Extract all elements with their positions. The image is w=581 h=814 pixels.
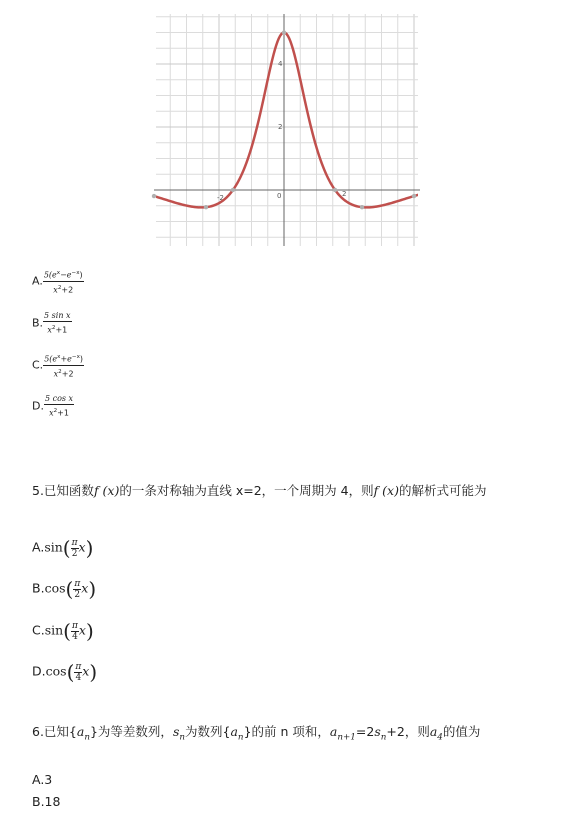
fraction (43, 311, 72, 336)
q5-option-b[interactable] (32, 577, 96, 601)
right-paren: ) (88, 577, 97, 601)
exponent: 2 (57, 284, 62, 291)
fraction (43, 268, 84, 295)
numerator-end: ) (79, 354, 84, 364)
denominator: x (47, 325, 52, 335)
option-label: B. (32, 316, 44, 330)
numerator: π (75, 661, 82, 672)
function-curve (150, 33, 419, 208)
subscript: n (380, 732, 387, 743)
exponent: x (56, 270, 61, 276)
option-label: A. (32, 539, 45, 555)
subscript: 4 (437, 732, 443, 743)
option-label: B. (32, 580, 45, 596)
variable: x (78, 622, 86, 638)
exponent: 2 (51, 325, 56, 331)
numerator-mid: +e (60, 354, 72, 364)
numerator: 5(e (43, 270, 57, 280)
stem-text: 5.已知函数 (32, 483, 94, 498)
subscript: n (237, 732, 244, 743)
curve-point (412, 194, 416, 198)
right-paren: ) (85, 536, 94, 560)
stem-text: 的一条对称轴为直线 x=2，一个周期为 4，则 (119, 483, 374, 498)
stem-text: 的值为 (442, 724, 481, 739)
numerator: 5 sin x (44, 311, 71, 320)
tick-label-y-2: 2 (278, 123, 283, 131)
q4-option-a[interactable] (32, 268, 84, 295)
q6-option-a[interactable] (32, 772, 52, 787)
fraction (43, 352, 84, 379)
fraction (44, 394, 74, 419)
curve-point (204, 205, 208, 209)
variable: x (82, 663, 90, 679)
exponent: 2 (58, 368, 62, 375)
math-a: a (230, 724, 238, 739)
math-fx: f (x) (373, 483, 399, 498)
option-text: A.3 (32, 772, 53, 787)
option-label: D. (32, 663, 46, 679)
numerator: π (71, 537, 78, 548)
left-paren: ( (63, 619, 71, 643)
numerator: π (74, 578, 81, 589)
question-6-stem (32, 722, 480, 743)
math-a: a (429, 724, 438, 739)
curve-point (333, 188, 337, 192)
denominator: x (49, 408, 54, 418)
variable: x (81, 580, 89, 596)
denominator: 4 (72, 631, 78, 642)
denominator: x (53, 369, 59, 379)
subscript: n+1 (337, 732, 356, 743)
option-label: C. (32, 622, 45, 638)
math-a: a (76, 724, 85, 739)
stem-text: +2，则 (386, 724, 430, 739)
trig-function: sin (44, 539, 63, 555)
math-fx: f (x) (93, 483, 120, 498)
right-paren: ) (85, 619, 94, 643)
left-paren: ( (65, 577, 74, 601)
stem-text: }为等差数列， (89, 724, 173, 739)
math-s: s (374, 724, 381, 739)
denominator-end: +2 (61, 369, 74, 379)
option-label: D. (32, 399, 44, 413)
numerator: 5 cos x (44, 394, 74, 403)
fraction (71, 621, 79, 642)
stem-text: 6.已知{ (32, 724, 77, 739)
stem-text: }的前 n 项和， (243, 724, 330, 739)
numerator-mid: −e (60, 270, 72, 280)
trig-function: cos (44, 580, 66, 596)
option-text: B.18 (32, 794, 61, 809)
denominator-end: +1 (57, 408, 69, 418)
tick-label-x-2: 2 (342, 190, 347, 198)
curve-point (152, 194, 156, 198)
q5-option-a[interactable] (32, 536, 93, 560)
denominator-end: +1 (55, 325, 68, 335)
exponent: −x (71, 354, 80, 360)
stem-text: 为数列{ (185, 724, 231, 739)
numerator-end: ) (79, 270, 83, 280)
exponent: x (57, 354, 61, 360)
tick-label-x-neg2: -2 (217, 194, 224, 202)
q5-option-d[interactable] (32, 660, 97, 684)
denominator: x (53, 285, 58, 295)
variable: x (78, 539, 86, 555)
trig-function: cos (45, 663, 67, 679)
q5-option-c[interactable] (32, 619, 94, 643)
numerator: 5(e (44, 354, 58, 364)
left-paren: ( (66, 660, 75, 684)
curve-point (360, 205, 364, 209)
trig-function: sin (44, 622, 64, 638)
tick-label-y-4: 4 (278, 60, 283, 68)
numerator: π (71, 620, 78, 631)
exponent: −x (71, 270, 80, 276)
option-label: C. (32, 358, 44, 372)
subscript: n (84, 732, 90, 743)
function-graph (150, 12, 422, 250)
denominator: 2 (74, 589, 81, 600)
denominator-end: +2 (61, 285, 74, 295)
q4-option-c[interactable] (32, 352, 84, 379)
option-label: A. (32, 274, 43, 288)
math-a: a (329, 724, 338, 739)
math-s: s (172, 724, 180, 739)
curve-point (231, 188, 235, 192)
q6-option-b[interactable] (32, 794, 60, 809)
right-paren: ) (89, 660, 98, 684)
exponent: 2 (53, 408, 58, 414)
fraction (71, 538, 79, 559)
curve-point (282, 30, 286, 34)
stem-text: =2 (355, 724, 375, 739)
denominator: 4 (75, 672, 82, 683)
q4-option-b[interactable] (32, 311, 72, 336)
left-paren: ( (62, 536, 71, 560)
grid (154, 12, 418, 250)
q4-option-d[interactable] (32, 394, 74, 419)
subscript: n (179, 732, 186, 743)
stem-text: 的解析式可能为 (398, 483, 487, 498)
denominator: 2 (71, 548, 78, 559)
question-5-stem (32, 481, 487, 499)
tick-label-x-0: 0 (277, 192, 282, 200)
